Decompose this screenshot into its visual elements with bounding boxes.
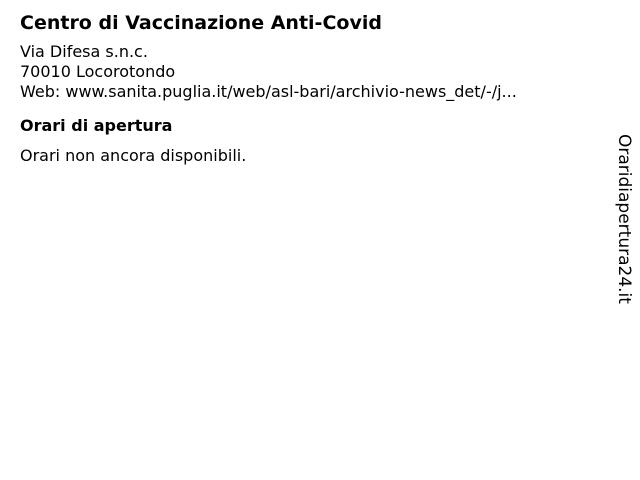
street-address: Via Difesa s.n.c. (20, 42, 148, 61)
place-info (20, 10, 600, 166)
opening-hours-heading: Orari di apertura (20, 116, 173, 135)
website-line (20, 82, 600, 102)
place-title: Centro di Vaccinazione Anti-Covid (20, 12, 382, 34)
site-brand-vertical: Oraridiapertura24.it (614, 134, 634, 304)
website-link[interactable]: www.sanita.puglia.it/web/asl-bari/archivio-news_det/-/j... (65, 82, 517, 101)
postal-city: 70010 Locorotondo (20, 62, 176, 81)
opening-hours-text: Orari non ancora disponibili. (20, 146, 247, 165)
website-label: Web: (20, 82, 66, 101)
